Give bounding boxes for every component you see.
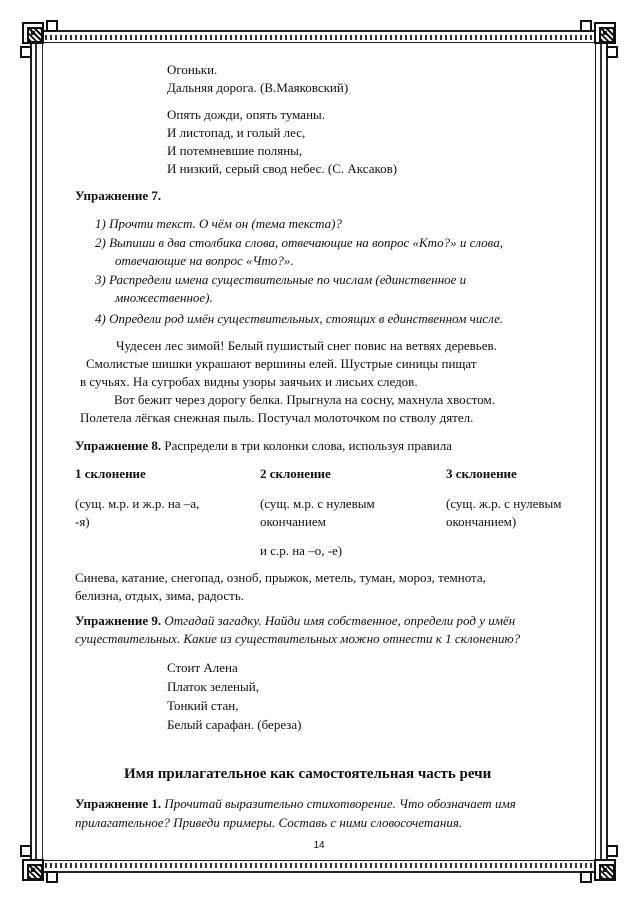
corner-knot — [20, 845, 32, 857]
poem-line: И листопад, и голый лес, — [167, 125, 306, 140]
corner-knot — [606, 845, 618, 857]
exercise-7-task: 4) Определи род имён существительных, стоящих в единственном числе. — [95, 311, 504, 326]
corner-knot — [580, 871, 592, 883]
column-3-rule: окончанием) — [446, 514, 517, 529]
exercise-7-text-line: Полетела лёгкая снежная пыль. Постучал молоточком по стволу дятел. — [80, 410, 474, 425]
column-3-rule: (сущ. ж.р. с нулевым — [446, 496, 562, 511]
poem-line: И низкий, серый свод небес. (С. Аксаков) — [167, 161, 398, 176]
column-header-3: 3 склонение — [446, 466, 517, 481]
exercise-7-text-line: Смолистые шишки украшают вершины елей. Шустрые синицы пищат — [86, 356, 477, 371]
exercise-9-task: Отгадай загадку. Найди имя собственное, определи род у имён — [164, 613, 516, 628]
exercise-7-task: 3) Распредели имена существительные по числам (единственное и — [95, 272, 467, 287]
riddle-line: Стоит Алена — [167, 660, 238, 675]
column-1-rule: -я) — [75, 514, 90, 529]
page-number: 14 — [313, 840, 325, 851]
corner-ornament-bottom-right — [594, 859, 616, 881]
corner-knot — [606, 46, 618, 58]
exercise-8-words: белизна, отдых, зима, радость. — [75, 588, 245, 603]
exercise-7-task: 2) Выпиши в два столбика слова, отвечающие на вопрос «Кто?» и слова, — [95, 235, 503, 250]
column-header-1: 1 склонение — [75, 466, 146, 481]
exercise-8-instruction: Распредели в три колонки слова, используя правила — [164, 438, 452, 453]
exercise-1-task: прилагательное? Приведи примеры. Составь с ними словосочетания. — [75, 815, 463, 830]
column-1-rule: (сущ. м.р. и ж.р. на –а, — [75, 496, 200, 511]
poem-line: И потемневшие поляны, — [167, 143, 303, 158]
column-2-rule: окончанием — [260, 514, 326, 529]
riddle-line: Платок зеленый, — [167, 679, 259, 694]
exercise-1-heading — [75, 796, 516, 812]
poem-line: Дальняя дорога. (В.Маяковский) — [167, 80, 349, 95]
corner-ornament-top-left — [22, 22, 44, 44]
exercise-1-title: Упражнение 1. — [75, 796, 162, 811]
exercise-7-task: отвечающие на вопрос «Что?». — [115, 253, 294, 268]
riddle-line: Белый сарафан. (береза) — [167, 717, 302, 732]
exercise-1-task: Прочитай выразительно стихотворение. Что обозначает имя — [164, 796, 516, 811]
poem-line: Огоньки. — [167, 62, 218, 77]
exercise-7-title: Упражнение 7. — [75, 188, 162, 203]
exercise-7-text-line: Чудесен лес зимой! Белый пушистый снег повис на ветвях деревьев. — [116, 338, 497, 353]
section-title: Имя прилагательное как самостоятельная часть речи — [124, 766, 492, 782]
exercise-7-text-line: в сучьях. На сугробах видны узоры заячьих и лисьих следов. — [80, 374, 418, 389]
exercise-7-task: множественное). — [115, 290, 213, 305]
exercise-7-text-line: Вот бежит через дорогу белка. Прыгнула на сосну, махнула хвостом. — [114, 392, 495, 407]
corner-knot — [46, 20, 58, 32]
exercise-8-heading — [75, 438, 452, 454]
column-2-rule: и с.р. на –о, -е) — [260, 543, 343, 558]
riddle-line: Тонкий стан, — [167, 698, 239, 713]
exercise-9-heading — [75, 613, 515, 629]
corner-knot — [46, 871, 58, 883]
corner-knot — [20, 46, 32, 58]
exercise-9-task: существительных. Какие из существительных можно отнести к 1 склонению? — [75, 631, 521, 646]
poem-line: Опять дожди, опять туманы. — [167, 107, 326, 122]
corner-ornament-bottom-left — [22, 859, 44, 881]
corner-ornament-top-right — [594, 22, 616, 44]
column-2-rule: (сущ. м.р. с нулевым — [260, 496, 375, 511]
exercise-9-title: Упражнение 9. — [75, 613, 162, 628]
exercise-7-task: 1) Прочти текст. О чём он (тема текста)? — [95, 216, 342, 231]
exercise-8-title: Упражнение 8. — [75, 438, 162, 453]
exercise-8-words: Синева, катание, снегопад, озноб, прыжок, метель, туман, мороз, темнота, — [75, 570, 486, 585]
column-header-2: 2 склонение — [260, 466, 331, 481]
corner-knot — [580, 20, 592, 32]
